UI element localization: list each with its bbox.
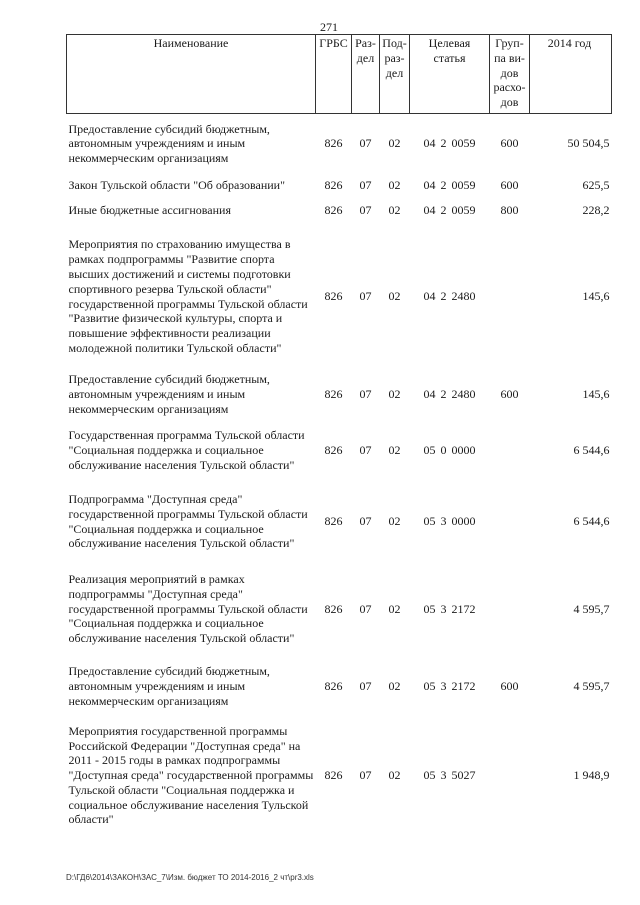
row-expense-group: 600 — [500, 387, 519, 402]
row-subsection: 02 — [388, 387, 401, 402]
row-subsection: 02 — [388, 136, 401, 151]
row-section: 07 — [359, 514, 372, 529]
row-amount: 1 948,9 — [573, 768, 610, 783]
row-amount: 145,6 — [582, 387, 610, 402]
row-target: 05 3 0000 — [423, 514, 476, 529]
row-name: Предоставление субсидий бюджетным, автономным учреждениям и иным некоммерческим организациям — [68, 664, 270, 708]
row-name: Предоставление субсидий бюджетным, автономным учреждениям и иным некоммерческим организациям — [68, 121, 270, 166]
row-section: 07 — [359, 601, 372, 616]
row-target: 05 3 5027 — [423, 768, 476, 783]
table-row — [67, 482, 612, 562]
row-name: Предоставление субсидий бюджетным, автономным учреждениям и иным некоммерческим организациям — [68, 372, 270, 416]
table-row — [67, 114, 612, 174]
row-target: 04 2 0059 — [423, 136, 476, 151]
row-expense-group: 600 — [500, 136, 519, 151]
row-expense-group: 600 — [500, 679, 519, 694]
row-section: 07 — [359, 443, 372, 458]
table-row — [67, 562, 612, 657]
row-name: Мероприятия государственной программы Российской Федерации "Доступная среда" на 2011 - 2015 годы в рамках подпрограммы "Доступная среда" государственной программы Тульской области "Социальная поддержка и социальное обслуживание населения Тульской области" — [68, 723, 314, 827]
row-amount: 50 504,5 — [567, 136, 610, 151]
header-target: Целевая статья — [410, 35, 490, 114]
row-expense-group — [490, 224, 530, 370]
row-grbs: 826 — [324, 387, 343, 402]
table-body — [67, 114, 612, 835]
row-target: 05 3 2172 — [423, 679, 476, 694]
row-section: 07 — [359, 178, 372, 193]
row-grbs: 826 — [324, 289, 343, 304]
row-expense-group: 600 — [500, 178, 519, 193]
row-section: 07 — [359, 679, 372, 694]
row-section: 07 — [359, 289, 372, 304]
table-row — [67, 420, 612, 482]
file-path-footer: D:\ГД6\2014\ЗАКОН\ЗАС_7\Изм. бюджет ТО 2014-2016_2 чт\pr3.xls — [66, 873, 314, 882]
row-target: 05 0 0000 — [423, 443, 476, 458]
row-name: Мероприятия по страхованию имущества в рамках подпрограммы "Развитие спорта высших достижений и системы подготовки спортивного резерва Тульской области" государственной программы Тульской области "Развитие физической культуры, спорта и повышение эффективности реализации молодежной политики Тульской области" — [68, 237, 308, 355]
row-expense-group: 800 — [500, 203, 519, 218]
row-expense-group — [490, 420, 530, 482]
row-subsection: 02 — [388, 203, 401, 218]
row-name: Подпрограмма "Доступная среда" государственной программы Тульской области "Социальная поддержка и социальное обслуживание населения Тульской области" — [68, 491, 308, 551]
header-grbs: ГРБС — [316, 35, 352, 114]
row-subsection: 02 — [388, 601, 401, 616]
header-year: 2014 год — [530, 35, 612, 114]
row-subsection: 02 — [388, 679, 401, 694]
row-name: Реализация мероприятий в рамках подпрограммы "Доступная среда" государственной программы Тульской области "Социальная поддержка и социальное обслуживание населения Тульской области" — [68, 572, 308, 646]
row-amount: 625,5 — [582, 178, 610, 193]
row-grbs: 826 — [324, 136, 343, 151]
row-amount: 4 595,7 — [573, 679, 610, 694]
table-row — [67, 717, 612, 835]
row-amount: 145,6 — [582, 289, 610, 304]
row-subsection: 02 — [388, 443, 401, 458]
row-section: 07 — [359, 768, 372, 783]
row-amount: 228,2 — [582, 203, 610, 218]
row-name: Закон Тульской области "Об образовании" — [68, 178, 285, 193]
row-grbs: 826 — [324, 601, 343, 616]
row-subsection: 02 — [388, 514, 401, 529]
row-target: 04 2 0059 — [423, 178, 476, 193]
table-row — [67, 370, 612, 420]
row-grbs: 826 — [324, 443, 343, 458]
row-amount: 6 544,6 — [573, 514, 610, 529]
header-name: Наименование — [67, 35, 316, 114]
table-row — [67, 174, 612, 198]
table-row — [67, 657, 612, 717]
page-number: 271 — [320, 20, 338, 34]
row-section: 07 — [359, 203, 372, 218]
row-subsection: 02 — [388, 768, 401, 783]
row-grbs: 826 — [324, 203, 343, 218]
header-subsection: Под-раз-дел — [380, 35, 410, 114]
row-grbs: 826 — [324, 178, 343, 193]
header-expense-group: Груп-па ви-дов расхо-дов — [490, 35, 530, 114]
row-section: 07 — [359, 387, 372, 402]
row-section: 07 — [359, 136, 372, 151]
budget-table — [66, 34, 612, 835]
row-target: 04 2 2480 — [423, 289, 476, 304]
row-grbs: 826 — [324, 514, 343, 529]
table-row — [67, 224, 612, 370]
row-expense-group — [490, 717, 530, 835]
table-row — [67, 198, 612, 224]
header-section: Раз-дел — [352, 35, 380, 114]
row-grbs: 826 — [324, 768, 343, 783]
row-subsection: 02 — [388, 289, 401, 304]
row-target: 04 2 2480 — [423, 387, 476, 402]
row-expense-group — [490, 482, 530, 562]
row-grbs: 826 — [324, 679, 343, 694]
row-target: 04 2 0059 — [423, 203, 476, 218]
row-target: 05 3 2172 — [423, 601, 476, 616]
row-name: Государственная программа Тульской области "Социальная поддержка и социальное обслуживание населения Тульской области" — [68, 428, 305, 472]
row-name: Иные бюджетные ассигнования — [68, 203, 231, 218]
row-amount: 4 595,7 — [573, 601, 610, 616]
row-expense-group — [490, 562, 530, 657]
row-amount: 6 544,6 — [573, 443, 610, 458]
header-row — [67, 35, 612, 114]
row-subsection: 02 — [388, 178, 401, 193]
